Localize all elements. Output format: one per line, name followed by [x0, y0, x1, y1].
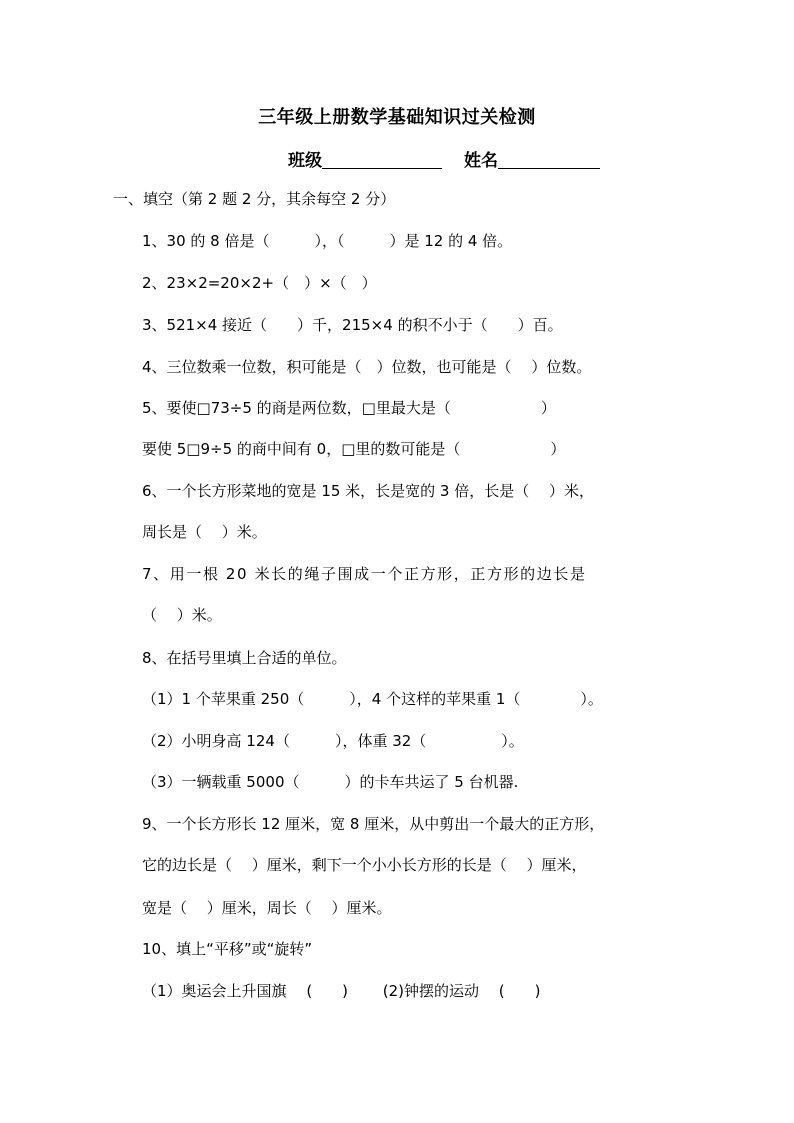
class-label: 班级: [288, 151, 322, 171]
question-4: 4、三位数乘一位数，积可能是（ ）位数，也可能是（ ）位数。: [142, 358, 592, 376]
question-10: 10、填上“平移”或“旋转”: [142, 940, 313, 958]
question-5-a: 5、要使□73÷5 的商是两位数，□里最大是（ ）: [142, 399, 556, 417]
question-9-a: 9、一个长方形长 12 厘米，宽 8 厘米，从中剪出一个最大的正方形，: [142, 815, 605, 833]
question-8-3: （3）一辆载重 5000（ ）的卡车共运了 5 台机器.: [142, 773, 519, 791]
question-7-a: 7、用一根 20 米长的绳子围成一个正方形，正方形的边长是: [142, 565, 587, 583]
question-8-2: （2）小明身高 124（ ），体重 32（ ）。: [142, 732, 524, 750]
name-blank[interactable]: [498, 150, 600, 169]
question-9-b: 它的边长是（ ）厘米，剩下一个小小长方形的长是（ ）厘米，: [142, 856, 587, 874]
question-9-c: 宽是（ ）厘米，周长（ ）厘米。: [142, 899, 392, 917]
question-6-b: 周长是（ ）米。: [142, 523, 267, 541]
question-7-b: （ ）米。: [142, 606, 222, 624]
student-info-row: [288, 146, 600, 171]
question-6-a: 6、一个长方形菜地的宽是 15 米，长是宽的 3 倍，长是（ ）米，: [142, 482, 595, 500]
question-2: 2、23×2=20×2+（ ）×（ ）: [142, 274, 377, 292]
name-label: 姓名: [464, 151, 498, 171]
question-10-1: （1）奥运会上升国旗 ( ) (2)钟摆的运动 ( ): [142, 982, 541, 1000]
question-8-1: （1）1 个苹果重 250（ ），4 个这样的苹果重 1（ ）。: [142, 690, 603, 708]
question-5-b: 要使 5□9÷5 的商中间有 0，□里的数可能是（ ）: [142, 440, 566, 458]
page-title: 三年级上册数学基础知识过关检测: [258, 107, 536, 128]
question-8: 8、在括号里填上合适的单位。: [142, 649, 347, 667]
class-blank[interactable]: [322, 150, 442, 169]
question-3: 3、521×4 接近（ ）千，215×4 的积不小于（ ）百。: [142, 316, 563, 334]
section-heading: 一、填空（第 2 题 2 分，其余每空 2 分）: [113, 190, 396, 208]
question-1: 1、30 的 8 倍是（ ），（ ）是 12 的 4 倍。: [142, 232, 513, 250]
